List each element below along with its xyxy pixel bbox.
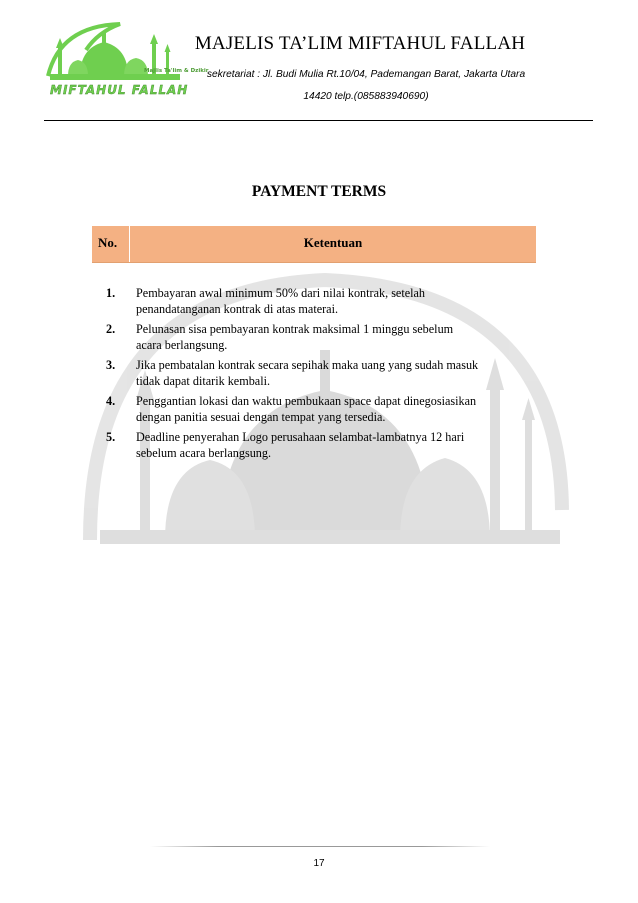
column-header-no: No. — [92, 226, 130, 262]
logo-lettering-top: Majlis Ta'lim & Dzikir — [144, 68, 209, 74]
term-text — [136, 285, 532, 317]
term-item — [92, 285, 532, 317]
term-line: acara berlangsung. — [136, 338, 228, 352]
term-line: Penggantian lokasi dan waktu pembukaan space dapat dinegosiasikan — [136, 394, 477, 408]
term-number: 2. — [106, 322, 116, 336]
header-divider — [44, 120, 593, 121]
terms-list — [92, 285, 532, 465]
terms-table-header — [92, 226, 536, 263]
page-number: 17 — [313, 858, 325, 869]
term-line: Deadline penyerahan Logo perusahaan selambat-lambatnya 12 hari — [136, 430, 465, 444]
term-number: 3. — [106, 358, 116, 372]
term-number: 1. — [106, 286, 116, 300]
term-number: 5. — [106, 430, 116, 444]
term-text — [136, 357, 532, 389]
term-item — [92, 357, 532, 389]
organization-title: MAJELIS TA’LIM MIFTAHUL FALLAH — [194, 33, 526, 54]
term-text — [136, 321, 532, 353]
term-number: 4. — [106, 394, 116, 408]
term-text — [136, 429, 532, 461]
term-line: Pembayaran awal minimum 50% dari nilai kontrak, setelah — [136, 286, 426, 300]
logo-lettering-main: MIFTAHUL FALLAH — [50, 83, 189, 97]
term-line: dengan panitia sesuai dengan tempat yang tersedia. — [136, 410, 386, 424]
term-item — [92, 429, 532, 461]
organization-logo — [40, 18, 209, 100]
term-item — [92, 393, 532, 425]
address-line-2: 14420 telp.(085883940690) — [303, 91, 429, 102]
column-header-ketentuan: Ketentuan — [303, 235, 363, 250]
term-line: Jika pembatalan kontrak secara sepihak maka uang yang sudah masuk — [136, 358, 479, 372]
term-item — [92, 321, 532, 353]
address-line-1: sekretariat : Jl. Budi Mulia Rt.10/04, Pademangan Barat, Jakarta Utara — [206, 69, 526, 80]
footer-divider — [150, 846, 490, 847]
term-line: tidak dapat ditarik kembali. — [136, 374, 271, 388]
section-title: PAYMENT TERMS — [251, 183, 387, 200]
organization-address — [186, 64, 546, 108]
term-line: Pelunasan sisa pembayaran kontrak maksimal 1 minggu sebelum — [136, 322, 454, 336]
term-line: penandatanganan kontrak di atas materai. — [136, 302, 339, 316]
term-line: sebelum acara berlangsung. — [136, 446, 272, 460]
term-text — [136, 393, 532, 425]
